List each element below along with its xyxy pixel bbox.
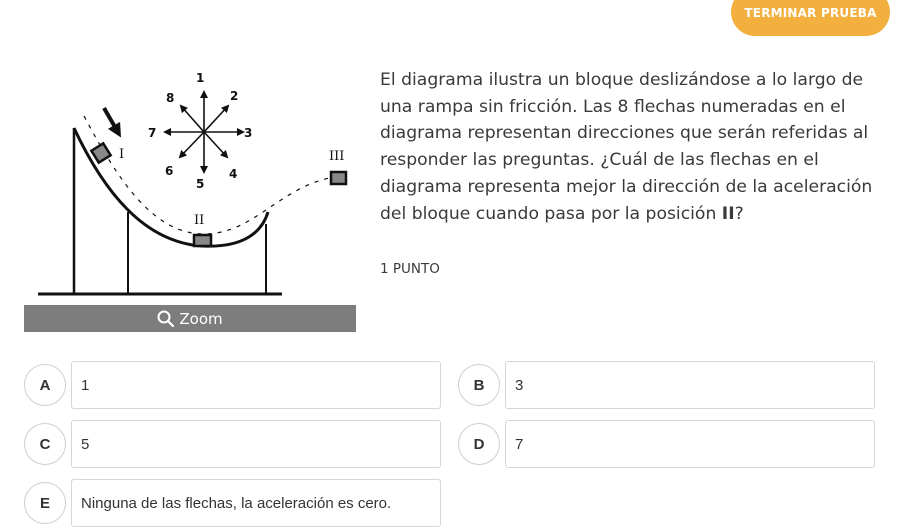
question-text-main: El diagrama ilustra un bloque deslizándose a lo largo de una rampa sin fricción. Las 8 flechas numeradas en el diagrama representan direcciones que serán referidas al responder las preguntas. ¿Cuál de las flechas en el diagrama representa mejor la dirección de la aceleración del bloque cuando pasa por la posición <box>380 70 873 224</box>
points-label: 1 PUNTO <box>380 261 440 277</box>
arrow-2 <box>204 106 228 132</box>
arrow-4 <box>204 132 227 157</box>
option-answer: 1 <box>71 361 441 409</box>
question-text <box>380 67 900 227</box>
zoom-button[interactable] <box>24 305 356 332</box>
option-letter: E <box>24 482 66 524</box>
finish-test-button[interactable]: TERMINAR PRUEBA <box>731 0 890 36</box>
arrow-label-7: 7 <box>148 126 157 140</box>
option-letter: C <box>24 423 66 465</box>
position-label-i: I <box>119 147 125 162</box>
option-answer: 7 <box>505 420 875 468</box>
option-answer: 3 <box>505 361 875 409</box>
question-text-end: ? <box>734 203 744 224</box>
position-label-iii: III <box>329 149 345 164</box>
question-emphasis: II <box>721 203 735 224</box>
magnifier-icon <box>157 310 175 328</box>
zoom-label: Zoom <box>179 309 223 328</box>
arrow-label-2: 2 <box>230 89 239 103</box>
launch-arrow <box>104 108 119 134</box>
option-letter: D <box>458 423 500 465</box>
position-label-ii: II <box>194 213 205 228</box>
block-position-2 <box>194 235 211 246</box>
arrow-label-5: 5 <box>196 177 205 191</box>
option-letter: A <box>24 364 66 406</box>
arrow-label-6: 6 <box>165 164 174 178</box>
ramp-diagram <box>24 62 356 302</box>
direction-arrows <box>165 92 243 172</box>
block-position-1 <box>91 143 110 162</box>
arrow-6 <box>180 132 204 157</box>
option-answer: Ninguna de las flechas, la aceleración es cero. <box>71 479 441 527</box>
option-e[interactable] <box>24 479 442 529</box>
option-a[interactable] <box>24 361 442 411</box>
arrow-label-3: 3 <box>244 126 253 140</box>
option-letter: B <box>458 364 500 406</box>
option-c[interactable] <box>24 420 442 470</box>
arrow-8 <box>181 106 204 132</box>
arrow-label-4: 4 <box>229 167 238 181</box>
option-d[interactable] <box>458 420 876 470</box>
arrow-label-1: 1 <box>196 71 205 85</box>
arrow-label-8: 8 <box>166 91 175 105</box>
option-b[interactable] <box>458 361 876 411</box>
block-path <box>84 116 334 234</box>
option-answer: 5 <box>71 420 441 468</box>
block-position-3 <box>331 172 346 184</box>
